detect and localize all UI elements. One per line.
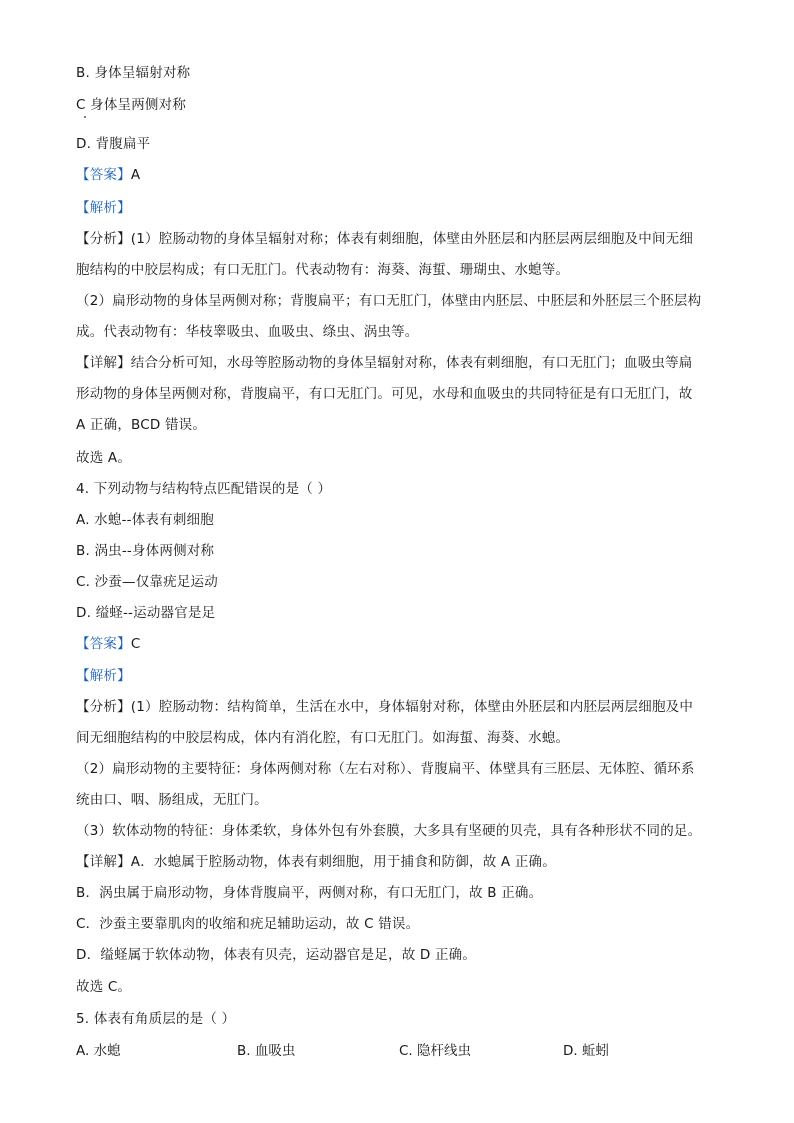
- q4-answer: [76, 635, 140, 653]
- q3-option-d: D. 背腹扁平: [76, 136, 151, 152]
- q3-option-b: B. 身体呈辐射对称: [76, 65, 191, 81]
- q4-conclusion: 故选 C。: [76, 979, 132, 995]
- q3-analysis-label: 【解析】: [76, 200, 131, 216]
- q4-fenxi-line-1: 【分析】(1）腔肠动物：结构简单，生活在水中，身体辐射对称，体壁由外胚层和内胚层两层细胞及中: [76, 699, 694, 715]
- q4-fenxi-line-4: 统由口、咽、肠组成，无肛门。: [76, 792, 268, 808]
- q3-answer-label: 【答案】: [76, 167, 131, 183]
- q5-option-c: C. 隐杆线虫: [399, 1043, 472, 1059]
- q4-analysis-label: 【解析】: [76, 668, 131, 684]
- q4-detail-line-3: C．沙蚕主要靠肌肉的收缩和疣足辅助运动，故 C 错误。: [76, 916, 420, 932]
- q3-answer: [76, 166, 140, 184]
- q4-option-a: A. 水螅--体表有刺细胞: [76, 512, 214, 528]
- q4-option-c: C. 沙蚕—仅靠疣足运动: [76, 574, 218, 590]
- q4-fenxi-line-2: 间无细胞结构的中胶层构成，体内有消化腔，有口无肛门。如海蜇、海葵、水螅。: [76, 730, 570, 746]
- q4-detail-line-4: D．缢蛏属于软体动物，体表有贝壳，运动器官是足，故 D 正确。: [76, 947, 477, 963]
- q4-fenxi-line-5: （3）软体动物的特征：身体柔软，身体外包有外套膜，大多具有坚硬的贝壳，具有各种形状不同的足。: [76, 823, 702, 839]
- q4-answer-label: 【答案】: [76, 636, 131, 652]
- q5-stem: 5. 体表有角质层的是（ ）: [76, 1011, 236, 1027]
- q5-option-d: D. 蚯蚓: [563, 1043, 609, 1059]
- q4-stem: 4. 下列动物与结构特点匹配错误的是（ ）: [76, 481, 332, 497]
- q3-fenxi-line-2: 胞结构的中胶层构成；有口无肛门。代表动物有：海葵、海蜇、珊瑚虫、水螅等。: [76, 262, 570, 278]
- q5-option-a: A. 水螅: [76, 1043, 121, 1059]
- q3-detail-line-1: 【详解】结合分析可知，水母等腔肠动物的身体呈辐射对称，体表有刺细胞，有口无肛门；血吸虫等扁: [76, 355, 693, 371]
- q3-fenxi-line-1: 【分析】(1）腔肠动物的身体呈辐射对称；体表有刺细胞，体壁由外胚层和内胚层两层细胞及中间无细: [76, 231, 694, 247]
- stray-dot: [84, 116, 86, 118]
- q4-option-d: D. 缢蛏--运动器官是足: [76, 605, 216, 621]
- q4-option-b: B. 涡虫--身体两侧对称: [76, 543, 215, 559]
- q3-option-c: C 身体呈两侧对称: [76, 97, 187, 113]
- q3-fenxi-line-4: 成。代表动物有：华枝睾吸虫、血吸虫、绦虫、涡虫等。: [76, 324, 419, 340]
- q4-fenxi-line-3: （2）扁形动物的主要特征：身体两侧对称（左右对称）、背腹扁平、体壁具有三胚层、无体腔、循环系: [76, 761, 695, 777]
- q5-option-b: B. 血吸虫: [237, 1043, 296, 1059]
- q3-detail-line-3: A 正确，BCD 错误。: [76, 417, 207, 433]
- q3-fenxi-line-3: （2）扁形动物的身体呈两侧对称；背腹扁平；有口无肛门，体壁由内胚层、中胚层和外胚层三个胚层构: [76, 293, 702, 309]
- q4-detail-line-1: 【详解】A．水螅属于腔肠动物，体表有刺细胞，用于捕食和防御，故 A 正确。: [76, 854, 556, 870]
- q5-options-row: [76, 1042, 716, 1060]
- q3-conclusion: 故选 A。: [76, 450, 132, 466]
- q4-answer-value: C: [130, 636, 141, 652]
- q3-answer-value: A: [130, 167, 141, 183]
- q3-detail-line-2: 形动物的身体呈两侧对称，背腹扁平，有口无肛门。可见，水母和血吸虫的共同特征是有口无肛门，故: [76, 386, 693, 402]
- q4-detail-line-2: B．涡虫属于扁形动物，身体背腹扁平，两侧对称，有口无肛门，故 B 正确。: [76, 885, 543, 901]
